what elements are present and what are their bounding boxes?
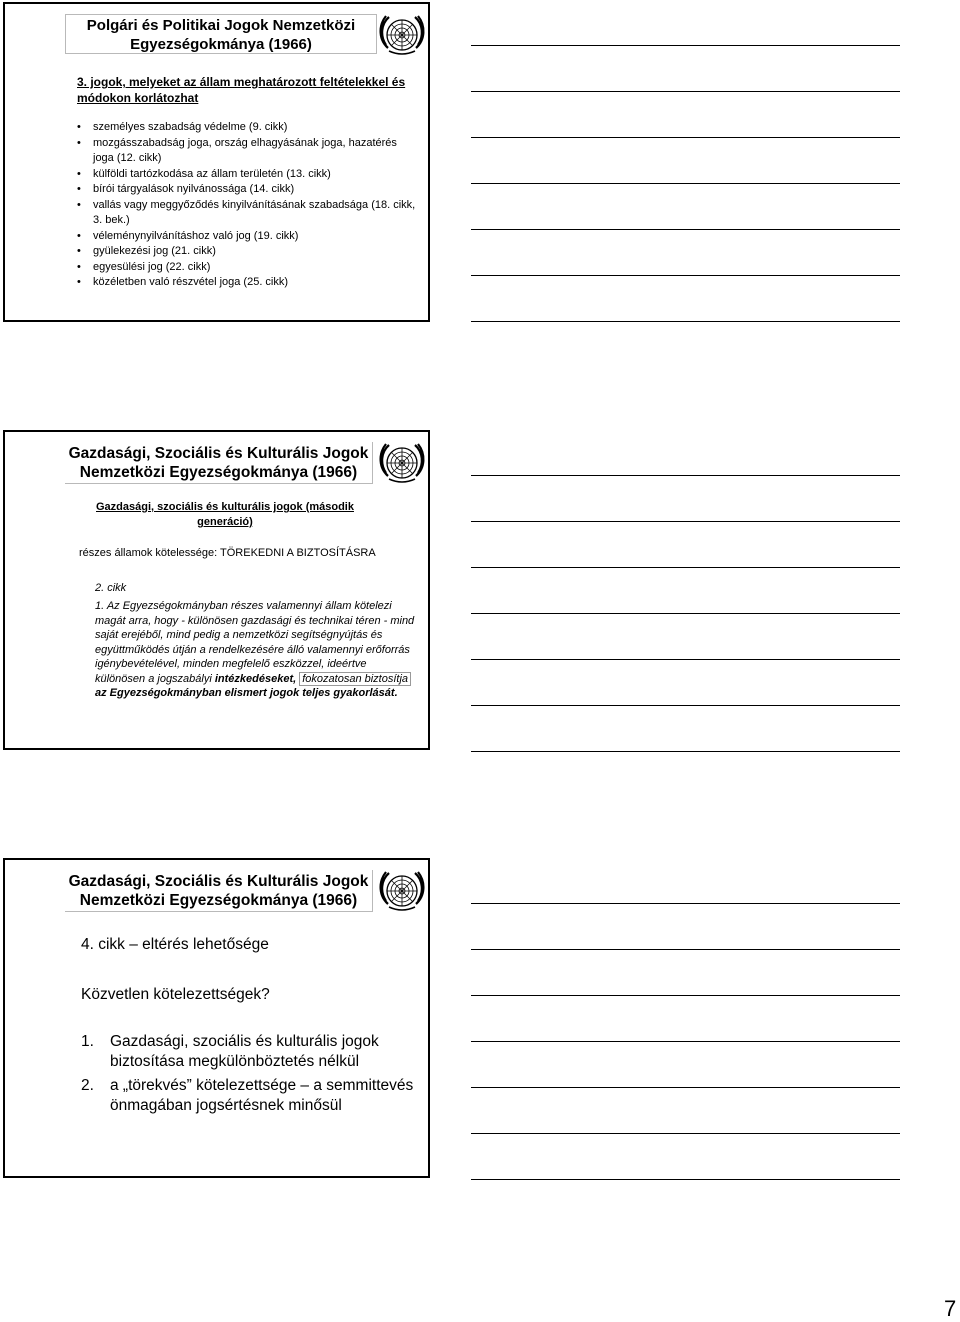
un-emblem-icon (377, 866, 427, 916)
notes-line (471, 183, 900, 184)
notes-line (471, 567, 900, 568)
slide-subheading: 3. jogok, melyeket az állam meghatározott feltételekkel és módokon korlátozhat (77, 75, 406, 105)
notes-line (471, 1133, 900, 1134)
page-number: 7 (944, 1296, 957, 1321)
slide-title: Gazdasági, Szociális és Kulturális Jogok Nemzetközi Egyezségokmánya (1966) (65, 870, 373, 912)
notes-line (471, 751, 900, 752)
list-item (81, 1076, 421, 1116)
list-item: • közéletben való részvétel joga (25. cikk) (77, 275, 417, 291)
paragraph-emphasis: intézkedéseket, (214, 672, 297, 685)
slide-subheading: Gazdasági, szociális és kulturális jogok (második generáció) (96, 501, 354, 528)
list-item: • külföldi tartózkodása az állam területén (13. cikk) (77, 167, 417, 183)
notes-line (471, 137, 900, 138)
notes-line (471, 321, 900, 322)
notes-line (471, 1041, 900, 1042)
bullet-list (77, 120, 417, 291)
item-number: 1. (81, 1033, 94, 1050)
notes-line (471, 903, 900, 904)
notes-line (471, 521, 900, 522)
paragraph-emphasis: az Egyezségokmányban elismert jogok teljes gyakorlását. (95, 687, 398, 699)
slide-2 (3, 430, 430, 750)
list-item: • személyes szabadság védelme (9. cikk) (77, 120, 417, 136)
notes-line (471, 705, 900, 706)
notes-line (471, 275, 900, 276)
question-line: Közvetlen kötelezettségek? (81, 986, 270, 1003)
list-item: • egyesülési jog (22. cikk) (77, 260, 417, 276)
article-line: 4. cikk – eltérés lehetősége (81, 936, 269, 953)
notes-line (471, 1087, 900, 1088)
list-item (81, 1032, 421, 1072)
item-text: Gazdasági, szociális és kulturális jogok biztosítása megkülönböztetés nélkül (110, 1033, 379, 1070)
list-item: • bírói tárgyalások nyilvánossága (14. cikk) (77, 182, 417, 198)
list-item: • véleménynyilvánításhoz való jog (19. cikk) (77, 229, 417, 245)
article-paragraph (95, 599, 417, 701)
highlighted-phrase: fokozatosan biztosítja (299, 672, 411, 686)
notes-line (471, 45, 900, 46)
notes-line (471, 91, 900, 92)
notes-line (471, 659, 900, 660)
duty-statement: részes államok kötelessége: TÖREKEDNI A BIZTOSÍTÁSRA (79, 547, 376, 559)
item-number: 2. (81, 1077, 94, 1094)
notes-line (471, 949, 900, 950)
paragraph-text: 1. Az Egyezségokmányban részes valamennyi állam kötelezi magát arra, hogy - különösen gazdasági és technikai téren - mind saját erejéből, mind pedig a nemzetközi segítségnyújtás és együttműködés útján a rendelkezésére álló valamennyi erőforrás igénybevételével, minden megfelelő eszközzel, ideértve különösen a jogszabályi (95, 600, 415, 685)
slide-1 (3, 2, 430, 322)
slide-3 (3, 858, 430, 1178)
notes-line (471, 1179, 900, 1180)
list-item: • vallás vagy meggyőződés kinyilvánításának szabadsága (18. cikk, 3. bek.) (77, 198, 417, 229)
notes-line (471, 475, 900, 476)
notes-line (471, 229, 900, 230)
un-emblem-icon (377, 10, 427, 60)
item-text: a „törekvés” kötelezettsége – a semmittevés önmagában jogsértésnek minősül (110, 1077, 414, 1114)
article-label: 2. cikk (95, 582, 127, 594)
notes-line (471, 995, 900, 996)
list-item: • gyülekezési jog (21. cikk) (77, 244, 417, 260)
un-emblem-icon (377, 438, 427, 488)
list-item: • mozgásszabadság joga, ország elhagyásának joga, hazatérés joga (12. cikk) (77, 136, 417, 167)
slide-title: Polgári és Politikai Jogok Nemzetközi Egyezségokmánya (1966) (65, 14, 377, 54)
slide-title: Gazdasági, Szociális és Kulturális Jogok Nemzetközi Egyezségokmánya (1966) (65, 442, 373, 484)
notes-line (471, 613, 900, 614)
